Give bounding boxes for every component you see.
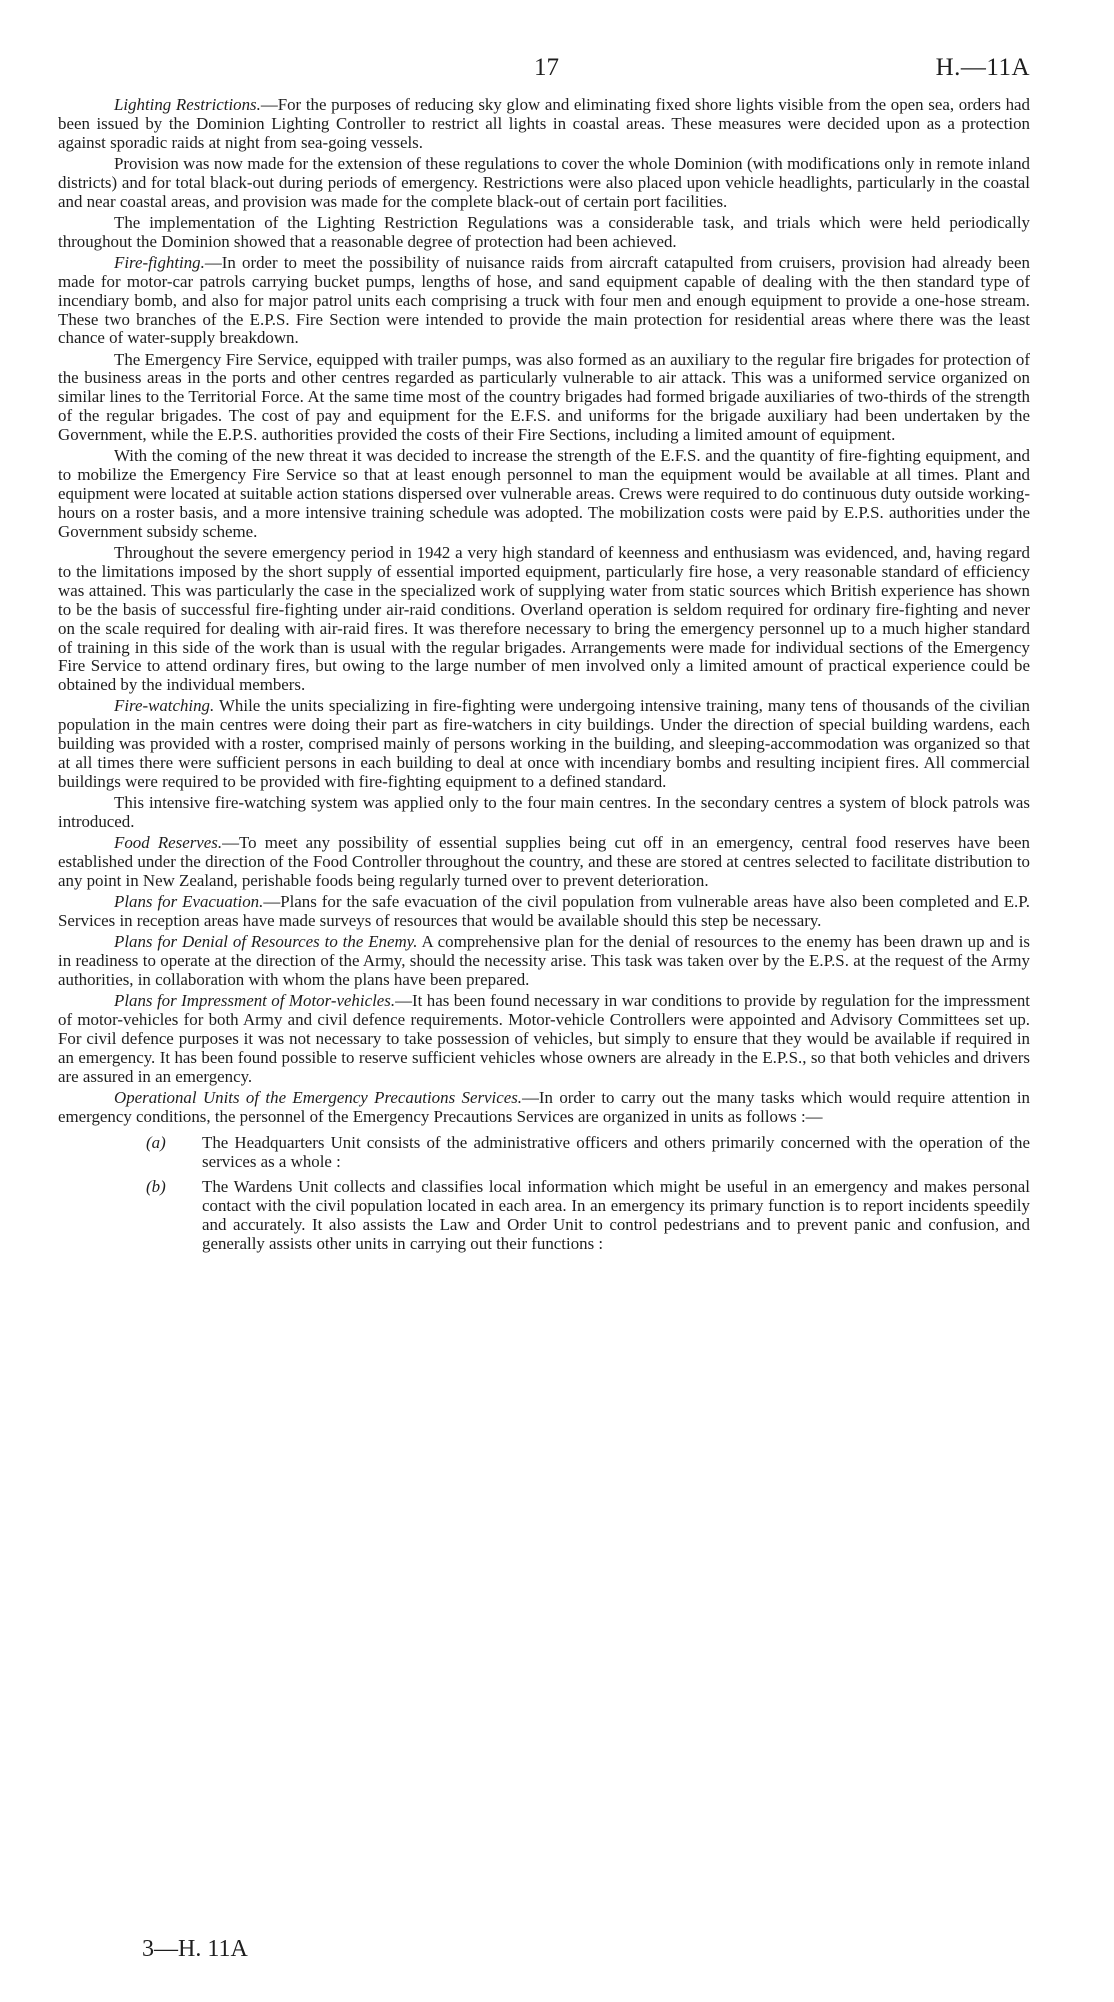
unit-list bbox=[58, 1134, 1030, 1253]
paragraph-text: While the units specializing in fire-fighting were undergoing intensive training, many tens of thousands of the civilian population in the main centres were doing their part as fire-watchers in city buildings. Under the direction of special building wardens, each building was provided with a roster, comprised mainly of persons working in the building, and sleeping-accommodation was organized so that at all times there were sufficient persons in each building to deal at once with incendiary bombs and resulting incipient fires. All commercial buildings were required to be provided with fire-fighting equipment to a defined standard. bbox=[58, 696, 1030, 792]
list-item bbox=[58, 1178, 1030, 1254]
paragraph bbox=[58, 1089, 1030, 1127]
paragraph bbox=[58, 697, 1030, 792]
paragraph-lead: Plans for Evacuation. bbox=[114, 892, 264, 912]
paragraph bbox=[58, 254, 1030, 349]
paragraph bbox=[58, 96, 1030, 153]
paragraph bbox=[58, 351, 1030, 446]
paragraph-text: A comprehensive plan for the denial of resources to the enemy has been drawn up and is in readiness to operate at the direction of the Army, should the necessity arise. This task was taken over by the E.P.S. at the request of the Army authorities, in collaboration with whom the plans have been prepared. bbox=[58, 932, 1030, 989]
paragraph-lead: Lighting Restrictions. bbox=[114, 95, 261, 114]
paragraph-text: With the coming of the new threat it was decided to increase the strength of the E.F.S. and the quantity of fire-fighting equipment, and to mobilize the Emergency Fire Service so that at least enough personnel to man the equipment would be available at all times. Plant and equipment were located at suitable action stations dispersed over vulnerable areas. Crews were required to do continuous duty outside working-hours on a roster basis, and a more intensive training schedule was adopted. The mobilization costs were paid by E.P.S. authorities under the Government subsidy scheme. bbox=[58, 446, 1030, 541]
paragraph-lead: Operational Units of the Emergency Precautions Services. bbox=[114, 1087, 523, 1107]
list-marker: (b) bbox=[146, 1177, 166, 1197]
paragraph-lead: Fire-watching. bbox=[114, 696, 215, 716]
paragraph-text: —In order to carry out the many tasks which would require attention in emergency conditions, the personnel of the Emergency Precautions Services are organized in units as follows :— bbox=[58, 1087, 1030, 1126]
page-number: 17 bbox=[534, 54, 559, 81]
paragraph-lead: Plans for Denial of Resources to the Enemy. bbox=[114, 932, 418, 952]
document-body bbox=[58, 96, 1030, 1260]
paragraph-lead: Fire-fighting. bbox=[114, 252, 205, 272]
paragraph bbox=[58, 447, 1030, 542]
list-item-text: The Wardens Unit collects and classifies local information which might be useful in an emergency and makes personal contact with the civil population located in each area. In an emergency its primary function is to report incidents speedily and accurately. It also assists the Law and Order Unit to control pedestrians and to prevent panic and confusion, and generally assists other units in carrying out their functions : bbox=[202, 1177, 1030, 1253]
document-reference: H.—11A bbox=[935, 54, 1030, 81]
paragraph bbox=[58, 933, 1030, 990]
paragraph bbox=[58, 544, 1030, 695]
paragraph-text: —To meet any possibility of essential supplies being cut off in an emergency, central food reserves have been established under the direction of the Food Controller throughout the country, and these are stored at centres selected to facilitate distribution to any point in New Zealand, perishable foods being regularly turned over to prevent deterioration. bbox=[58, 833, 1030, 890]
paragraph-text: —In order to meet the possibility of nuisance raids from aircraft catapulted from cruisers, provision had already been made for motor-car patrols carrying bucket pumps, lengths of hose, and sand equipment capable of dealing with the then standard type of incendiary bomb, and also for major patrol units each comprising a truck with four men and enough equipment to provide a one-hose stream. These two branches of the E.P.S. Fire Section were intended to provide the main protection for residential areas where there was the least chance of water-supply breakdown. bbox=[58, 252, 1030, 348]
paragraph-text: —For the purposes of reducing sky glow and eliminating fixed shore lights visible from the open sea, orders had been issued by the Dominion Lighting Controller to restrict all lights in coastal areas. These measures were decided upon as a protection against sporadic raids at night from sea-going vessels. bbox=[58, 95, 1030, 152]
paragraph-text: Throughout the severe emergency period in 1942 a very high standard of keenness and enthusiasm was evidenced, and, having regard to the limitations imposed by the short supply of essential imported equipment, particularly fire hose, a very reasonable standard of efficiency was attained. This was particularly the case in the specialized work of supplying water from static sources which British experience has shown to be the basis of successful fire-fighting under air-raid conditions. Overland operation is seldom required for ordinary fire-fighting and never on the scale required for dealing with air-raid fires. It was therefore necessary to bring the emergency personnel up to a much higher standard of training in this side of the work than is usual with the regular brigades. Arrangements were made for individual sections of the Emergency Fire Service to attend ordinary fires, but owing to the large number of men involved only a limited amount of practical experience could be obtained by the individual members. bbox=[58, 542, 1030, 695]
paragraph-text: —It has been found necessary in war conditions to provide by regulation for the impressment of motor-vehicles for both Army and civil defence requirements. Motor-vehicle Controllers were appointed and Advisory Committees set up. For civil defence purposes it was not necessary to take possession of vehicles, but simply to ensure that they would be available if required in an emergency. It has been found possible to reserve sufficient vehicles whose owners are already in the E.P.S., so that both vehicles and drivers are assured in an emergency. bbox=[58, 990, 1030, 1086]
paragraph bbox=[58, 794, 1030, 832]
paragraph-text: —Plans for the safe evacuation of the civil population from vulnerable areas have also been completed and E.P. Services in reception areas have made surveys of resources that would be available should this step be necessary. bbox=[58, 892, 1030, 930]
paragraph-text: The Emergency Fire Service, equipped with trailer pumps, was also formed as an auxiliary to the regular fire brigades for protection of the business areas in the ports and other centres regarded as particularly vulnerable to air attack. This was a uniformed service organized on similar lines to the Territorial Force. At the same time most of the country brigades had formed brigade auxiliaries of two-thirds of the strength of the regular brigades. The cost of pay and equipment for the E.F.S. and uniforms for the brigade auxiliary had been undertaken by the Government, while the E.P.S. authorities provided the costs of their Fire Sections, including a limited amount of equipment. bbox=[58, 349, 1030, 445]
paragraph-text: The implementation of the Lighting Restriction Regulations was a considerable task, and trials which were held periodically throughout the Dominion showed that a reasonable degree of protection had been achieved. bbox=[58, 212, 1030, 251]
paragraph bbox=[58, 834, 1030, 891]
list-item-text: The Headquarters Unit consists of the administrative officers and others primarily concerned with the operation of the services as a whole : bbox=[202, 1133, 1030, 1172]
paragraph-text: This intensive fire-watching system was applied only to the four main centres. In the secondary centres a system of block patrols was introduced. bbox=[58, 793, 1030, 832]
paragraph-lead: Plans for Impressment of Motor-vehicles. bbox=[114, 990, 396, 1010]
list-marker: (a) bbox=[146, 1133, 166, 1153]
paragraph bbox=[58, 214, 1030, 252]
paragraph-lead: Food Reserves. bbox=[114, 833, 223, 853]
paragraph bbox=[58, 992, 1030, 1087]
sheet-reference: 3—H. 11A bbox=[142, 1936, 248, 1962]
paragraph bbox=[58, 155, 1030, 212]
paragraph-text: Provision was now made for the extension of these regulations to cover the whole Dominion (with modifications only in remote inland districts) and for total black-out during periods of emergency. Restrictions were also placed upon vehicle headlights, particularly in the coastal and near coastal areas, and provision was made for the complete black-out of certain port facilities. bbox=[58, 153, 1030, 211]
list-item bbox=[58, 1134, 1030, 1172]
paragraph bbox=[58, 893, 1030, 931]
